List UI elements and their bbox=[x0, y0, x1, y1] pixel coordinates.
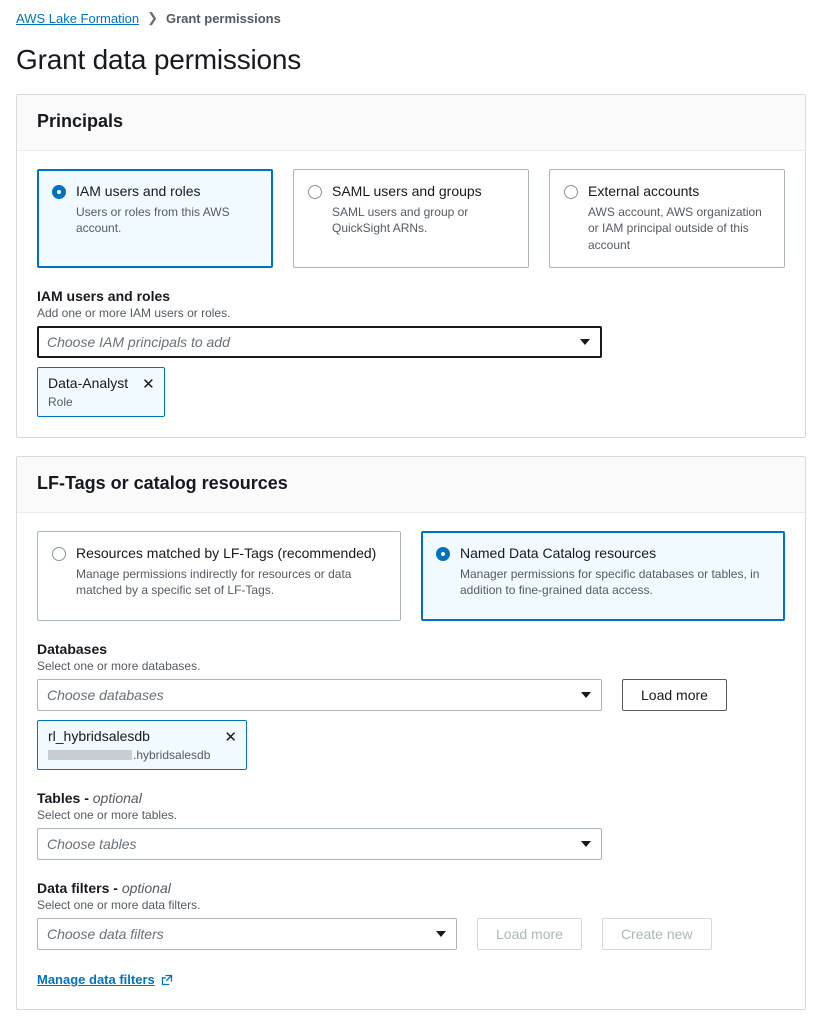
principal-type-radio-group bbox=[37, 169, 785, 268]
tables-description: Select one or more tables. bbox=[37, 808, 178, 823]
data-filters-description: Select one or more data filters. bbox=[37, 898, 201, 913]
principal-option-saml-users-and-groups[interactable] bbox=[293, 169, 529, 268]
databases-field bbox=[37, 641, 785, 770]
principals-panel bbox=[16, 94, 806, 438]
resources-panel bbox=[16, 456, 806, 1010]
chevron-down-icon[interactable] bbox=[581, 692, 591, 698]
iam-principals-field bbox=[37, 288, 785, 417]
breadcrumb bbox=[0, 0, 822, 30]
resource-option-named-desc: Manager permissions for specific databases or tables, in addition to fine-grained data access. bbox=[460, 567, 760, 598]
tables-select[interactable] bbox=[37, 828, 602, 860]
resource-option-lf-tags-desc: Manage permissions indirectly for resources or data matched by a specific set of LF-Tags. bbox=[76, 567, 352, 598]
tables-label bbox=[37, 790, 785, 806]
principals-heading: Principals bbox=[37, 111, 124, 131]
token-subtitle-suffix: .hybridsalesdb bbox=[133, 747, 211, 762]
data-filters-select[interactable] bbox=[37, 918, 457, 950]
redacted-account-id bbox=[48, 750, 132, 760]
manage-data-filters-link[interactable] bbox=[37, 972, 173, 987]
breadcrumb-link-lake-formation[interactable]: AWS Lake Formation bbox=[16, 10, 140, 26]
chevron-down-icon[interactable] bbox=[580, 339, 590, 345]
principal-option-external-accounts[interactable] bbox=[549, 169, 785, 268]
principal-option-iam-users-and-roles[interactable] bbox=[37, 169, 273, 268]
principal-option-external-desc: AWS account, AWS organization or IAM principal outside of this account bbox=[588, 205, 762, 252]
chevron-down-icon[interactable] bbox=[436, 931, 446, 937]
close-icon[interactable]: ✕ bbox=[142, 375, 155, 393]
radio-named-data-catalog-icon[interactable] bbox=[436, 547, 450, 561]
tables-optional-text: optional bbox=[92, 790, 142, 807]
data-filters-placeholder: Choose data filters bbox=[47, 926, 164, 943]
manage-data-filters-label: Manage data filters bbox=[37, 972, 155, 988]
database-token-rl-hybridsalesdb bbox=[37, 720, 247, 770]
token-subtitle: Role bbox=[48, 394, 73, 409]
principal-option-saml-desc: SAML users and group or QuickSight ARNs. bbox=[332, 205, 469, 236]
iam-principals-select[interactable] bbox=[37, 326, 602, 358]
iam-principal-token-data-analyst bbox=[37, 367, 165, 417]
token-title: Data-Analyst bbox=[48, 374, 129, 391]
databases-load-more-button[interactable]: Load more bbox=[622, 679, 727, 711]
resources-heading: LF-Tags or catalog resources bbox=[37, 472, 288, 493]
iam-principals-placeholder: Choose IAM principals to add bbox=[47, 333, 230, 350]
resource-option-lf-tags[interactable] bbox=[37, 531, 401, 621]
close-icon[interactable]: ✕ bbox=[224, 728, 237, 746]
data-filters-label-text: Data filters - bbox=[37, 880, 118, 897]
radio-saml-users-and-groups-icon[interactable] bbox=[308, 185, 322, 199]
data-filters-field bbox=[37, 880, 785, 989]
databases-label: Databases bbox=[37, 640, 108, 657]
resource-type-radio-group bbox=[37, 531, 785, 621]
principal-option-iam-desc: Users or roles from this AWS account. bbox=[76, 205, 230, 236]
resources-panel-body bbox=[17, 513, 805, 1009]
data-filters-load-more-button[interactable]: Load more bbox=[477, 918, 582, 950]
iam-principals-description: Add one or more IAM users or roles. bbox=[37, 305, 231, 320]
tables-field bbox=[37, 790, 785, 860]
data-filters-optional-text: optional bbox=[121, 880, 171, 897]
resource-option-named-data-catalog[interactable] bbox=[421, 531, 785, 621]
principal-option-iam-title: IAM users and roles bbox=[76, 183, 201, 199]
page-title: Grant data permissions bbox=[16, 44, 302, 75]
radio-external-accounts-icon[interactable] bbox=[564, 185, 578, 199]
databases-select[interactable] bbox=[37, 679, 602, 711]
tables-placeholder: Choose tables bbox=[47, 836, 137, 853]
principal-option-saml-title: SAML users and groups bbox=[332, 183, 482, 199]
chevron-down-icon[interactable] bbox=[581, 841, 591, 847]
external-link-icon bbox=[161, 974, 173, 986]
databases-placeholder: Choose databases bbox=[47, 686, 164, 703]
radio-lf-tags-icon[interactable] bbox=[52, 547, 66, 561]
token-title: rl_hybridsalesdb bbox=[48, 727, 150, 744]
databases-description: Select one or more databases. bbox=[37, 658, 201, 673]
radio-iam-users-and-roles-icon[interactable] bbox=[52, 185, 66, 199]
data-filters-label bbox=[37, 880, 785, 896]
breadcrumb-separator-icon: ❯ bbox=[147, 10, 158, 25]
tables-label-text: Tables - bbox=[37, 790, 89, 807]
iam-principals-label: IAM users and roles bbox=[37, 287, 171, 304]
data-filters-create-new-button[interactable]: Create new bbox=[602, 918, 712, 950]
principal-option-external-title: External accounts bbox=[588, 183, 700, 199]
principals-panel-header bbox=[17, 95, 805, 151]
principals-panel-body bbox=[17, 151, 805, 437]
breadcrumb-current-page: Grant permissions bbox=[165, 10, 281, 26]
resource-option-named-title: Named Data Catalog resources bbox=[460, 544, 657, 561]
resources-panel-header bbox=[17, 457, 805, 513]
resource-option-lf-tags-title: Resources matched by LF-Tags (recommended) bbox=[76, 544, 377, 561]
token-subtitle bbox=[48, 748, 210, 762]
